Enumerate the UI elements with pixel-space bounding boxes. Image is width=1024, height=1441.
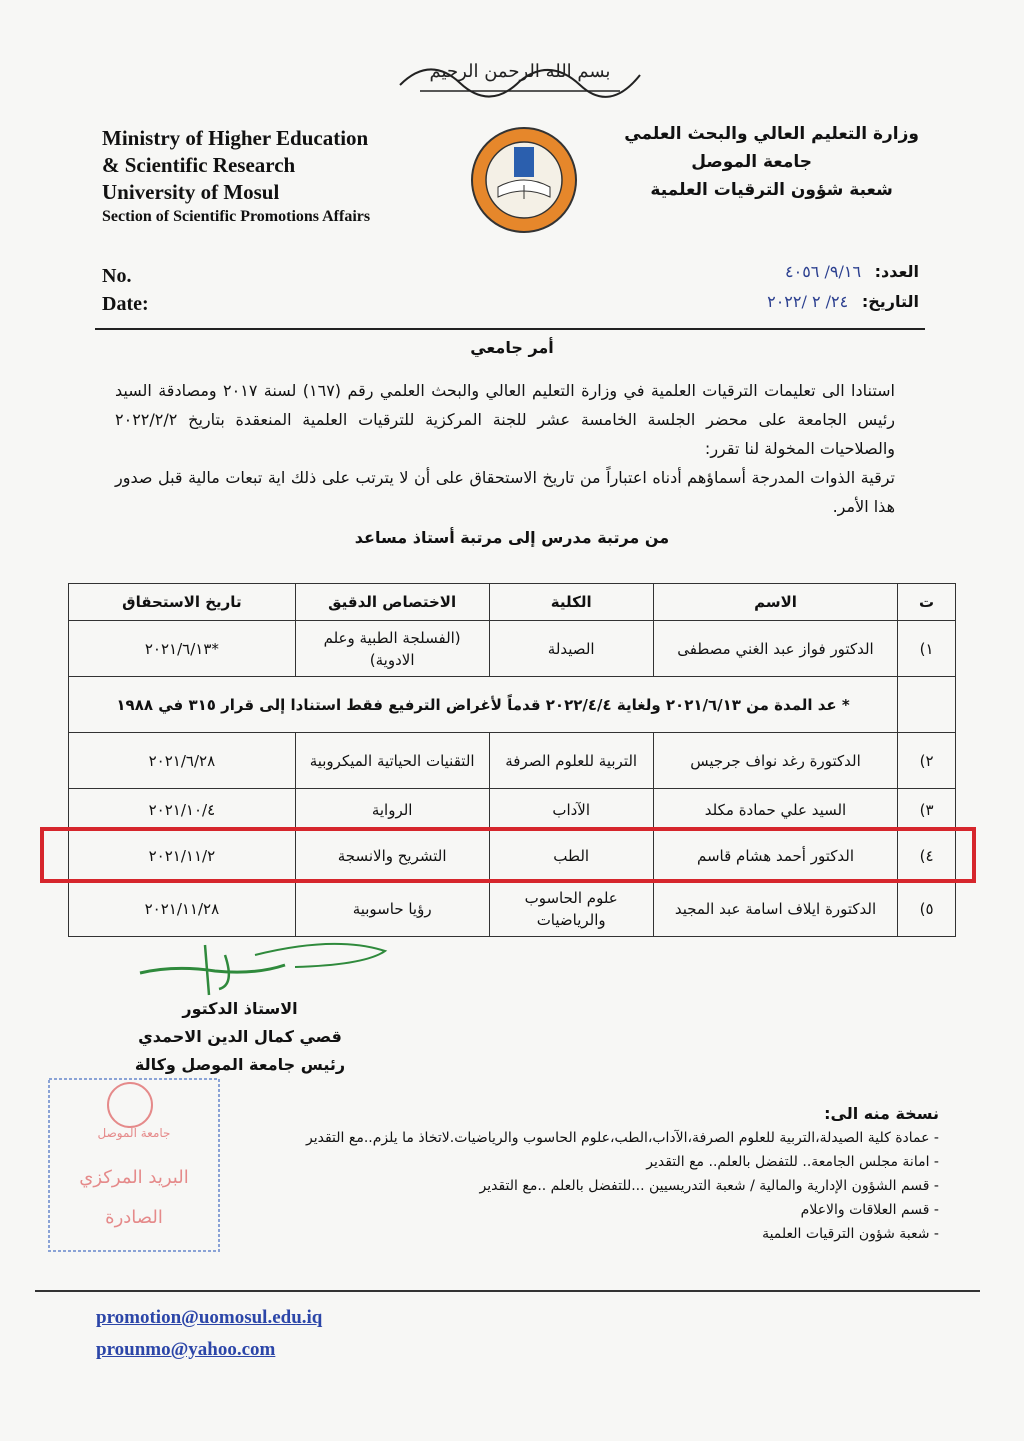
- table-header-row: [69, 584, 956, 621]
- university-seal-icon: [468, 125, 580, 235]
- order-body: [115, 376, 895, 521]
- row-specialty: رؤيا حاسوبية: [295, 881, 489, 937]
- order-paragraph-2: ترقية الذوات المدرجة أسماؤهم أدناه اعتباراً من تاريخ الاستحقاق على أن لا يترتب على ذلك اية تبعات مالية قبل صدور هذا الأمر.: [115, 468, 895, 516]
- email-link-yahoo[interactable]: prounmo@yahoo.com: [96, 1339, 276, 1360]
- no-label: No.: [102, 265, 132, 287]
- table-row: [69, 621, 956, 677]
- copies-to-block: [306, 1102, 939, 1246]
- row-specialty: التقنيات الحياتية الميكروبية: [295, 733, 489, 789]
- copy-item: - امانة مجلس الجامعة.. للتفضل بالعلم.. مع التقدير: [306, 1150, 939, 1174]
- row-date: *٢٠٢١/٦/١٣: [69, 621, 296, 677]
- reference-number: [785, 262, 919, 281]
- row-college: التربية للعلوم الصرفة: [489, 733, 653, 789]
- row-college: الطب: [489, 831, 653, 881]
- col-header-name: الاسم: [653, 584, 897, 621]
- email-link-promotion[interactable]: promotion@uomosul.edu.iq: [96, 1307, 323, 1328]
- table-row: [69, 733, 956, 789]
- central-mail-stamp: [45, 1075, 223, 1255]
- copy-item: - عمادة كلية الصيدلة،التربية للعلوم الصرفة،الآداب،الطب،علوم الحاسوب والرياضيات.لاتخاذ ما يلزم..مع التقدير: [306, 1126, 939, 1150]
- row-specialty: (الفسلجة الطبية وعلم الادوية): [295, 621, 489, 677]
- col-header-specialty: الاختصاص الدقيق: [295, 584, 489, 621]
- row-number: ٣): [898, 789, 956, 831]
- row-date: ٢٠٢١/١١/٢٨: [69, 881, 296, 937]
- row-number: ٤): [898, 831, 956, 881]
- en-research: & Scientific Research: [102, 153, 296, 177]
- row-number: ٢): [898, 733, 956, 789]
- col-header-date: تاريخ الاستحقاق: [69, 584, 296, 621]
- arabic-letterhead: [624, 120, 919, 204]
- footer-divider: [35, 1290, 980, 1292]
- signer-name: قصي كمال الدين الاحمدي: [138, 1027, 342, 1046]
- copy-item: - قسم الشؤون الإدارية والمالية / شعبة التدريسيين ...للتفضل بالعلم ..مع التقدير: [306, 1174, 939, 1198]
- row-specialty: التشريح والانسجة: [295, 831, 489, 881]
- stamp-text-university: جامعة الموصل: [97, 1126, 171, 1140]
- row-name: الدكتور أحمد هشام قاسم: [653, 831, 897, 881]
- row-college: الصيدلة: [489, 621, 653, 677]
- table-row: [69, 789, 956, 831]
- row-name: الدكتورة ايلاف اسامة عبد المجيد: [653, 881, 897, 937]
- ar-ministry: وزارة التعليم العالي والبحث العلمي: [624, 124, 919, 144]
- row-specialty: الرواية: [295, 789, 489, 831]
- row-date: ٢٠٢١/٦/٢٨: [69, 733, 296, 789]
- row-date: ٢٠٢١/١٠/٤: [69, 789, 296, 831]
- ar-section: شعبة شؤون الترقيات العلمية: [650, 180, 893, 200]
- signer-position: رئيس جامعة الموصل وكالة: [134, 1055, 346, 1074]
- date-label: Date:: [102, 293, 149, 315]
- en-ministry: Ministry of Higher Education: [102, 126, 369, 150]
- header-divider: [95, 328, 925, 330]
- order-paragraph-1: استنادا الى تعليمات الترقيات العلمية في وزارة التعليم العالي والبحث العلمي رقم (١٦٧) لسنة ٢٠١٧ ومصادقة السيد رئيس الجامعة على محضر الجلسة الخامسة عشر للجنة المركزية للترقيات العلمية المنعقدة بتاريخ ٢٠٢٢/٢/٢ والصلاحيات المخولة لنا تقرر:: [115, 381, 895, 458]
- ref-number-label: العدد:: [874, 262, 919, 281]
- row-name: الدكتورة رغد نواف جرجيس: [653, 733, 897, 789]
- ref-date-value: ٢٤/ ٢ /٢٠٢٢: [767, 292, 849, 311]
- basmala-calligraphy: [390, 45, 650, 105]
- ar-university: جامعة الموصل: [691, 152, 813, 172]
- contact-emails: [96, 1302, 322, 1366]
- table-footnote: * عد المدة من ٢٠٢١/٦/١٣ ولغاية ٢٠٢٢/٤/٤ قدماً لأغراض الترفيع فقط استنادا إلى قرار ٣١٥ في ١٩٨٨: [69, 677, 898, 733]
- row-number: ٥): [898, 881, 956, 937]
- highlight-box: [40, 827, 976, 883]
- row-college: الآداب: [489, 789, 653, 831]
- col-header-college: الكلية: [489, 584, 653, 621]
- reference-date: [767, 292, 919, 311]
- row-date: ٢٠٢١/١١/٢: [69, 831, 296, 881]
- row-college: علوم الحاسوب والرياضيات: [489, 881, 653, 937]
- col-header-number: ت: [898, 584, 956, 621]
- copy-item: - قسم العلاقات والاعلام: [306, 1198, 939, 1222]
- ref-number-value: ٩/١٦/ ٤٠٥٦: [785, 262, 862, 281]
- no-date-labels: [102, 262, 149, 318]
- promotions-table: [68, 583, 956, 937]
- row-name: الدكتور فواز عبد الغني مصطفى: [653, 621, 897, 677]
- signer-title: الاستاذ الدكتور: [182, 999, 298, 1018]
- promotion-subtitle: من مرتبة مدرس إلى مرتبة أستاذ مساعد: [354, 528, 670, 547]
- row-name: السيد علي حمادة مكلد: [653, 789, 897, 831]
- order-title: أمر جامعي: [470, 338, 554, 357]
- table-row: [69, 881, 956, 937]
- copies-heading: نسخة منه الى:: [824, 1104, 939, 1123]
- row-number: ١): [898, 621, 956, 677]
- stamp-text-mail: البريد المركزي: [79, 1167, 189, 1188]
- copy-item: - شعبة شؤون الترقيات العلمية: [306, 1222, 939, 1246]
- signature-block: [115, 995, 365, 1079]
- en-university: University of Mosul: [102, 180, 280, 204]
- table-footnote-row: [69, 677, 956, 733]
- en-section: Section of Scientific Promotions Affairs: [102, 208, 371, 225]
- english-letterhead: [102, 125, 370, 228]
- stamp-text-outgoing: الصادرة: [105, 1207, 163, 1228]
- ref-date-label: التاريخ:: [861, 292, 919, 311]
- basmala-text: بسم الله الرحمن الرحيم: [429, 61, 611, 82]
